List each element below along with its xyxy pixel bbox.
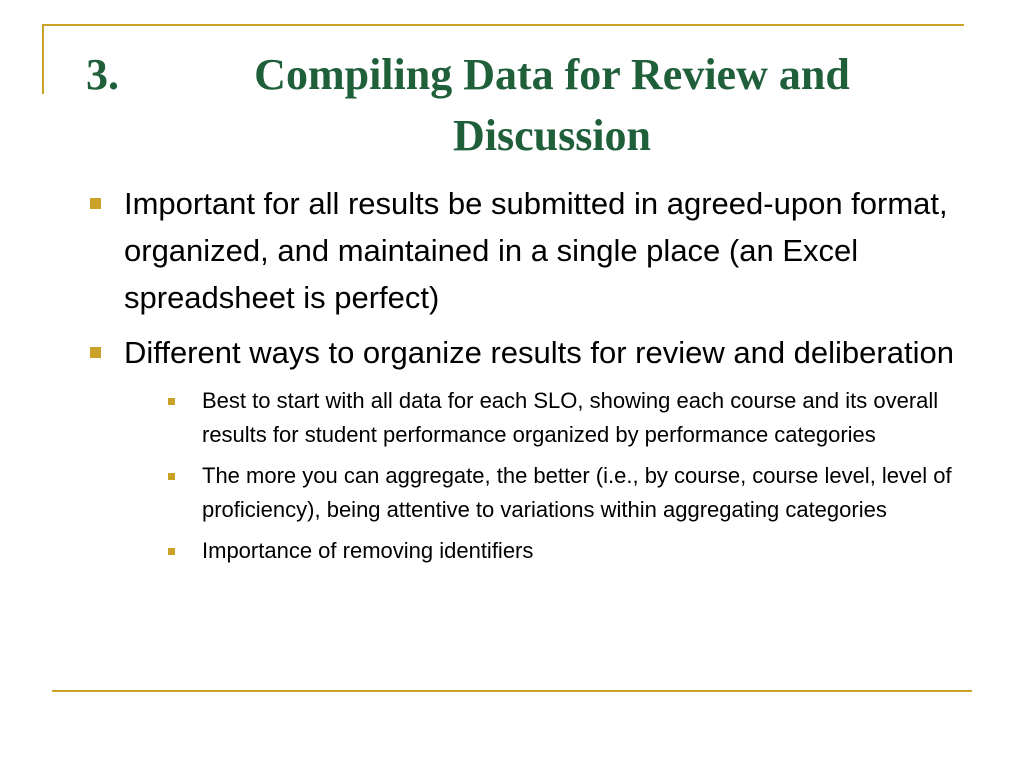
sub-bullet-item [164,384,984,452]
slide-title [86,44,986,166]
square-bullet-icon [168,398,175,405]
square-bullet-icon [90,198,101,209]
title-text: Compiling Data for Review and Discussion [254,50,850,160]
sub-bullet-text: The more you can aggregate, the better (i.e., by course, course level, level of proficiency), being attentive to variations within aggregating categories [202,463,952,522]
bullet-text: Important for all results be submitted in agreed-upon format, organized, and maintained in a single place (an Excel spreadsheet is perfect) [124,186,948,315]
bullet-item [84,180,984,321]
frame-bottom-line [52,690,972,692]
square-bullet-icon [168,548,175,555]
sub-bullet-item [164,534,984,568]
sub-bullet-text: Best to start with all data for each SLO, showing each course and its overall results for student performance organized by performance categories [202,388,939,447]
frame-left-line [42,24,44,94]
bullet-item [84,329,984,376]
sub-bullet-text: Importance of removing identifiers [202,538,534,563]
title-number: 3. [86,50,119,99]
square-bullet-icon [168,473,175,480]
sub-bullet-list [164,384,984,568]
square-bullet-icon [90,347,101,358]
sub-bullet-item [164,459,984,527]
bullet-list [84,180,984,575]
bullet-text: Different ways to organize results for review and deliberation [124,335,954,370]
frame-top-line [42,24,964,26]
